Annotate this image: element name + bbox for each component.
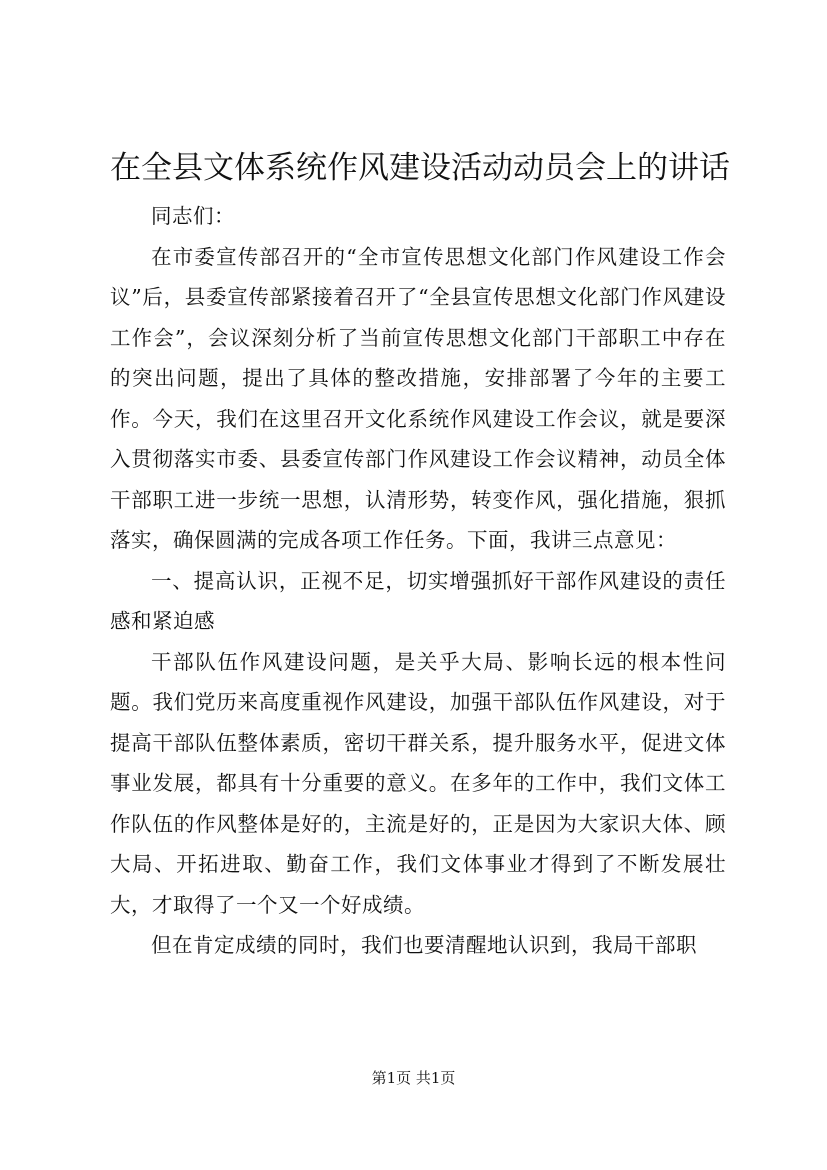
- page-footer: 第1页 共1页: [371, 1069, 456, 1087]
- document-title: 在全县文体系统作风建设活动动员会上的讲话: [110, 150, 730, 186]
- body-paragraph-continued: 但在肯定成绩的同时，我们也要清醒地认识到，我局干部职: [151, 933, 697, 957]
- greeting-paragraph: 同志们：: [151, 204, 235, 228]
- section-heading-1: 一、提高认识，正视不足，切实增强抓好干部作风建设的责任感和紧迫感: [110, 568, 726, 633]
- document-body: [110, 196, 726, 966]
- intro-paragraph: 在市委宣传部召开的“全市宣传思想文化部门作风建设工作会议”后，县委宣传部紧接着召开了“全县宣传思想文化部门作风建设工作会”，会议深刻分析了当前宣传思想文化部门干部职工中存在的突出问题，提出了具体的整改措施，安排部署了今年的主要工作。今天，我们在这里召开文化系统作风建设工作会议，就是要深入贯彻落实市委、县委宣传部门作风建设工作会议精神，动员全体干部职工进一步统一思想，认清形势，转变作风，强化措施，狠抓落实，确保圆满的完成各项工作任务。下面，我讲三点意见：: [110, 244, 726, 552]
- body-paragraph: 干部队伍作风建设问题，是关乎大局、影响长远的根本性问题。我们党历来高度重视作风建设，加强干部队伍作风建设，对于提高干部队伍整体素质，密切干群关系，提升服务水平，促进文体事业发展，都具有十分重要的意义。在多年的工作中，我们文体工作队伍的作风整体是好的，主流是好的，正是因为大家识大体、顾大局、开拓进取、勤奋工作，我们文体事业才得到了不断发展壮大，才取得了一个又一个好成绩。: [110, 649, 726, 917]
